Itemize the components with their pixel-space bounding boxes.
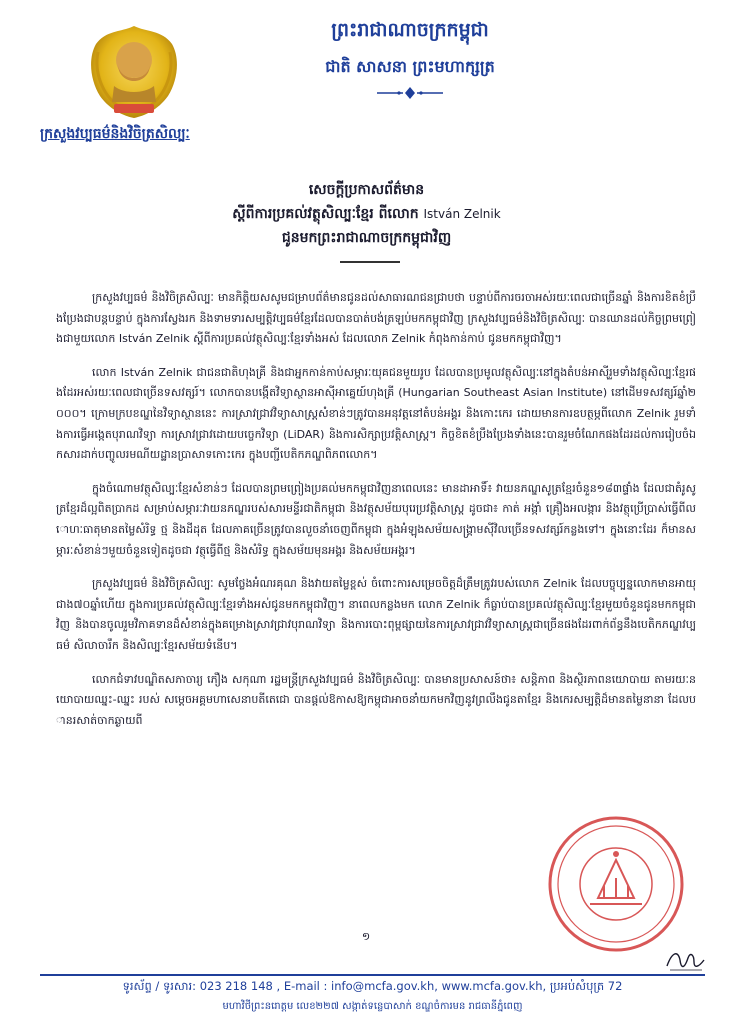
ornament-divider-icon [375, 86, 445, 100]
ministry-emblem-icon [84, 22, 184, 122]
body-paragraph-5: លោកជំទាវបណ្ឌិតសភាចារ្យ ភឿង សកុណា រដ្ឋមន្ត្រីក្រសួងវប្បធម៌ និងវិចិត្រសិល្បៈ បានមានប្រសាសន៍ថា៖ សន្តិភាព និងស្ថិរភាពនយោបាយ តាមរយៈនយោបាយឈ្នះ-ឈ្នះ របស់ សម្តេចអគ្គមហាសេនាបតីតេជោ បានផ្តល់ឱកាសឱ្យកម្ពុជាអាចនាំយកមកវិញនូវព្រលឹងជូនតាខ្មែរ និងកេរសម្បត្តិដ៏មានតម្លៃនានា ដែលបានរសាត់ចាកឆ្ងាយពី [56, 672, 696, 727]
footer-address: មហាវិថីព្រះនរោត្តម លេខ២២៧ សង្កាត់ទន្លេបាសាក់ ខណ្ឌចំការមន រាជធានីភ្នំពេញ [222, 1001, 523, 1012]
page-number: ១ [361, 930, 371, 943]
footer-contact: ទូរស័ព្ទ / ទូរសារ: 023 218 148 , E-mail : info@mcfa.gov.kh, www.mcfa.gov.kh, ប្រអប់សំបុត្រ 72 [122, 979, 623, 993]
title-line-2 [120, 202, 613, 226]
title-line-3: ជូនមកព្រះរាជាណាចក្រកម្ពុជាវិញ [281, 230, 452, 246]
title-line-2-prefix: ស្តីពីការប្រគល់វត្ថុសិល្បៈខ្មែរ ពីលោក [232, 206, 419, 222]
signature-icon [664, 946, 708, 974]
national-motto: ជាតិ សាសនា ព្រះមហាក្សត្រ [325, 57, 495, 76]
body-paragraph-4: ក្រសួងវប្បធម៌ និងវិចិត្រសិល្បៈ សូមថ្លែងអំណរគុណ និងវាយតម្លៃខ្ពស់ ចំពោះការសម្រេចចិត្តដ៏ត្រឹមត្រូវរបស់លោក Zelnik ដែលបច្ចុប្បន្នលោកមានអាយុជាង៧០ឆ្នាំហើយ ក្នុងការប្រគល់វត្ថុសិល្បៈខ្មែរទាំងអស់ជូនមកកម្ពុជាវិញ។ នាពេលកន្លងមក លោក Zelnik ក៏ធ្លាប់បានប្រគល់វត្ថុសិល្បៈខ្មែរមួយចំនួនជូនមកកម្ពុជាវិញ និងបានចូលរួមវិភាគទានដ៏សំខាន់ក្នុងគម្រោងស្រាវជ្រាវបុរាណវិទ្យា និងការបោះពុម្ពផ្សាយនៃការស្រាវជ្រាវវិទ្យាសាស្ត្រជាច្រើនផងដែរពាក់ព័ន្ធនឹងបេតិកភណ្ឌវប្បធម៌ សិលាចារឹក និងសិល្បៈខ្មែរសម័យទំនើប។ [56, 577, 696, 652]
footer-divider [40, 974, 705, 976]
document-title [120, 178, 613, 250]
document-body [56, 288, 696, 744]
title-divider [340, 261, 400, 263]
title-person-name: István Zelnik [423, 207, 501, 221]
official-seal-icon [546, 814, 686, 954]
body-paragraph-3: ក្នុងចំណោមវត្ថុសិល្បៈខ្មែរសំខាន់ៗ ដែលបានព្រមព្រៀងប្រគល់មកកម្ពុជាវិញនាពេលនេះ មានដាអាទិ៍៖ វាយនភណ្ឌសូត្រខ្មែរចំនួន១៨៣ផ្ទាំង ដែលជាតំរូសូត្រខ្មែរដ៏ល្អពិតប្រាកដ សម្រាប់សម្ភារៈវាយនភណ្ឌរបស់សារមន្ទីរជាតិកម្ពុជា និងវត្ថុសម័យបុរេប្រវត្តិសាស្ត្រ ដូចជា៖ កាត់ អង្កាំ គ្រឿងអលង្ការ និងវត្ថុប្រើប្រាស់ធ្វើពីលោហៈធាតុមានតម្លៃសំរិទ្ធ ថ្ម និងដីដុត ដែលភាគច្រើនត្រូវបានលួចនាំចេញពីកម្ពុជា ក្នុងអំឡុងសម័យសង្គ្រាមស៊ីវិលច្រើនទសវត្សរ៍កន្លងទៅ។ ក្នុងនោះដែរ ក៏មានសម្ភារៈសំខាន់ៗមួយចំនួនទៀតដូចជា វត្ថុធ្វើពីថ្ម និងសំរិទ្ធ ក្នុងសម័យមុនអង្គរ និងសម័យអង្គរ។ [56, 481, 696, 557]
title-line-1: សេចក្តីប្រកាសព័ត៌មាន [308, 182, 425, 198]
body-paragraph-1: ក្រសួងវប្បធម៌ និងវិចិត្រសិល្បៈ មានកិត្តិយសសូមជម្រាបព័ត៌មានជូនដល់សាធារណជនជ្រាបថា បន្ទាប់ពីការចរចាអស់រយៈពេលជាច្រើនឆ្នាំ និងការខិតខំប្រឹងប្រែងជាបន្តបន្ទាប់ ក្នុងការស្វែងរក និងទាមទារសម្បត្តិវប្បធម៌ខ្មែរដែលបានបាត់បង់ត្រឡប់មកកម្ពុជាវិញ ក្រសួងវប្បធម៌និងវិចិត្រសិល្បៈ បានឈានដល់កិច្ចព្រមព្រៀងជាមួយលោក István Zelnik ស្តីពីការប្រគល់វត្ថុសិល្បៈខ្មែរទាំងអស់ ដែលលោក Zelnik កំពុងកាន់កាប់ ជូនមកកម្ពុជាវិញ។ [56, 291, 696, 346]
body-paragraph-2: លោក István Zelnik ជាជនជាតិហុងគ្រី និងជាអ្នកកាន់កាប់សម្ភារៈយុគជនមួយរូប ដែលបានប្រមូលវត្ថុសិល្បៈនៅក្នុងតំបន់អាស៊ីរួមទាំងវត្ថុសិល្បៈខ្មែរផងដែរអស់រយៈពេលជាច្រើនទសវត្សរ៍។ លោកបានបង្កើតវិទ្យាស្ថានអាស៊ីអាគ្នេយ៍ហុងគ្រី (Hungarian Southeast Asian Institute) នៅដើមទសវត្សរ៍ឆ្នាំ២០០០។ ក្រោមក្របខណ្ឌនៃវិទ្យាស្ថាននេះ ការស្រាវជ្រាវវិទ្យាសាស្ត្រសំខាន់ៗត្រូវបានអនុវត្តនៅតំបន់អង្គរ និងកោះកេរ ដោយមានការឧបត្ថម្ភពីលោក Zelnik រួមទាំងការធ្វើអង្កេតបុរាណវិទ្យា ការស្រាវជ្រាវដោយបច្ចេកវិទ្យា (LiDAR) និងការសិក្សាប្រវត្តិសាស្ត្រ។ កិច្ចខិតខំប្រឹងប្រែងទាំងនេះបានរួមចំណែកផងដែរដល់ការរៀបចំឯកសារដាក់បញ្ចូលរមណីយដ្ឋានប្រាសាទកោះកេរ ក្នុងបញ្ជីបេតិកភណ្ឌពិភពលោក។ [56, 365, 696, 462]
ministry-name: ក្រសួងវប្បធម៌និងវិចិត្រសិល្បៈ [40, 126, 190, 142]
kingdom-name: ព្រះរាជាណាចក្រកម្ពុជា [331, 19, 489, 41]
